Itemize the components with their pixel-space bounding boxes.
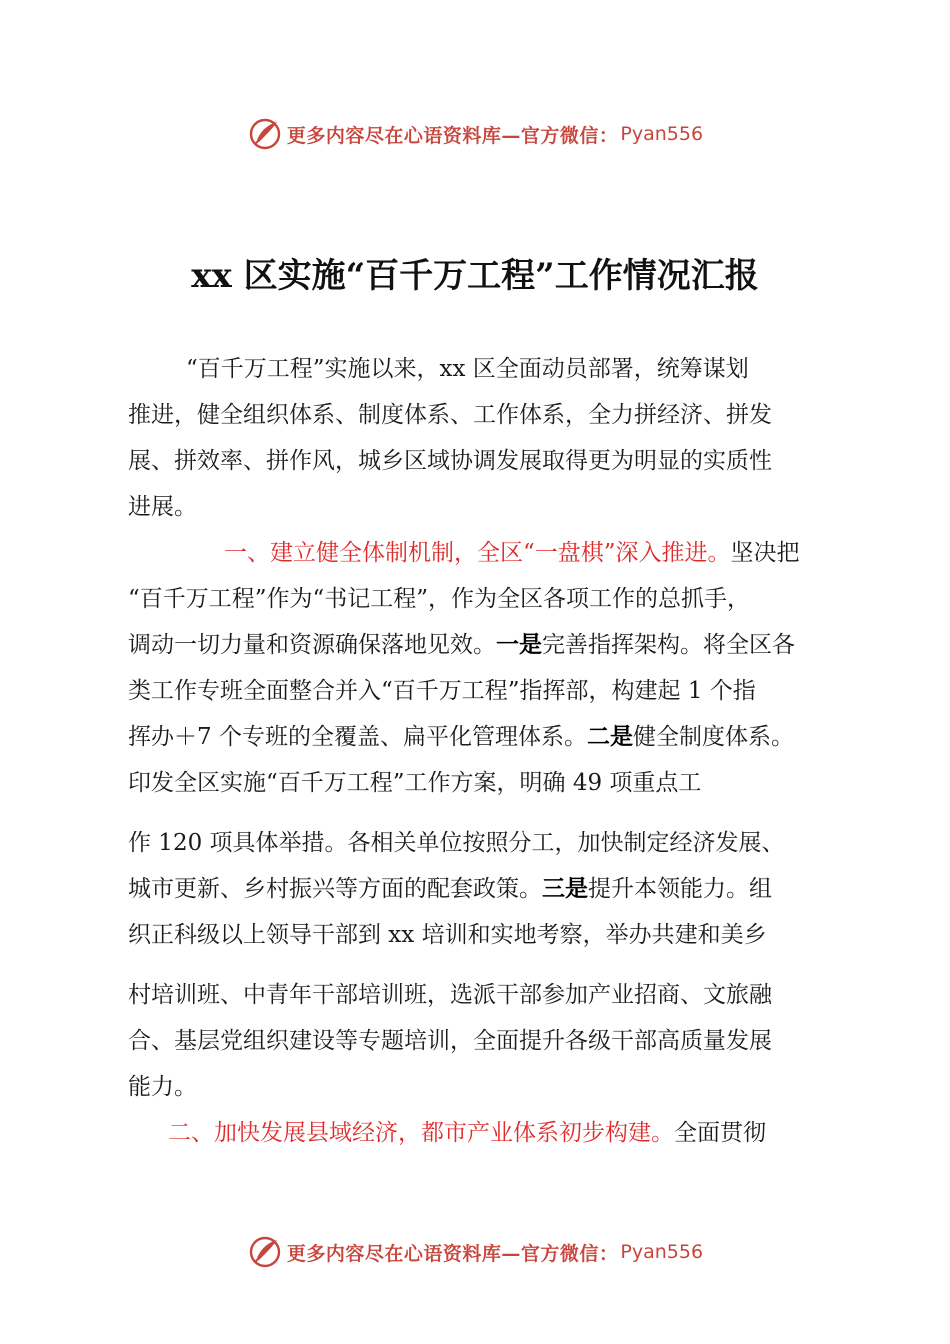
section1-line [128, 622, 846, 668]
intro-line: 推进，健全组织体系、制度体系、工作体系，全力拼经济、拼发 [128, 402, 772, 428]
section1-line: 村培训班、中青年干部培训班，选派干部参加产业招商、文旅融 [128, 982, 772, 1008]
section1-line: 作 120 项具体举措。各相关单位按照分工，加快制定经济发展、 [128, 830, 785, 856]
section1-line [128, 714, 846, 760]
document-body [128, 346, 846, 1156]
section1-heading-line [128, 530, 846, 576]
text-run: 调动一切力量和资源确保落地见效。 [128, 632, 496, 658]
text-run: 城市更新、乡村振兴等方面的配套政策。 [128, 876, 542, 902]
mark-three: 三是 [542, 876, 588, 902]
intro-line: 展、拼效率、拼作风，城乡区域协调发展取得更为明显的实质性 [128, 448, 772, 474]
section1-line: 印发全区实施“百千万工程”工作方案，明确 49 项重点工 [128, 770, 702, 796]
section1-heading-tail: 坚决把 [730, 540, 800, 566]
section1-line: “百千万工程”作为“书记工程”，作为全区各项工作的总抓手， [128, 586, 751, 612]
mark-two: 二是 [586, 724, 633, 750]
document-title: xx 区实施“百千万工程”工作情况汇报 [191, 256, 759, 296]
intro-line: 进展。 [128, 494, 197, 520]
watermark-banner-top [0, 114, 950, 154]
section1-line: 合、基层党组织建设等专题培训，全面提升各级干部高质量发展 [128, 1028, 772, 1054]
paragraph-gap [128, 806, 846, 820]
section2-heading: 二、加快发展县域经济，都市产业体系初步构建。 [168, 1120, 674, 1146]
text-run: 完善指挥架构。将全区各 [542, 632, 795, 658]
watermark-wechat-id: Pyan556 [620, 1241, 704, 1263]
section2-heading-line [128, 1110, 846, 1156]
watermark-text: 更多内容尽在心语资料库—官方微信： [286, 124, 619, 147]
watermark-banner-bottom [0, 1232, 950, 1272]
text-run: 健全制度体系。 [632, 724, 794, 750]
paragraph-gap [128, 958, 846, 972]
text-run: 挥办＋7 个专班的全覆盖、扁平化管理体系。 [128, 724, 587, 750]
quill-logo-icon [247, 116, 283, 152]
section1-line: 类工作专班全面整合并入“百千万工程”指挥部，构建起 1 个指 [128, 678, 756, 704]
intro-line: “百千万工程”实施以来，xx 区全面动员部署，统筹谋划 [186, 356, 749, 382]
section1-heading: 一、建立健全体制机制，全区“一盘棋”深入推进。 [224, 540, 731, 566]
section2-heading-tail: 全面贯彻 [674, 1120, 766, 1146]
section1-line: 织正科级以上领导干部到 xx 培训和实地考察，举办共建和美乡 [128, 922, 767, 948]
section1-line: 能力。 [128, 1074, 197, 1100]
mark-one: 一是 [496, 632, 542, 658]
watermark-wechat-id: Pyan556 [620, 123, 704, 145]
text-run: 提升本领能力。组 [588, 876, 772, 902]
watermark-text: 更多内容尽在心语资料库—官方微信： [286, 1242, 619, 1265]
section1-line [128, 866, 846, 912]
quill-logo-icon [247, 1234, 283, 1270]
